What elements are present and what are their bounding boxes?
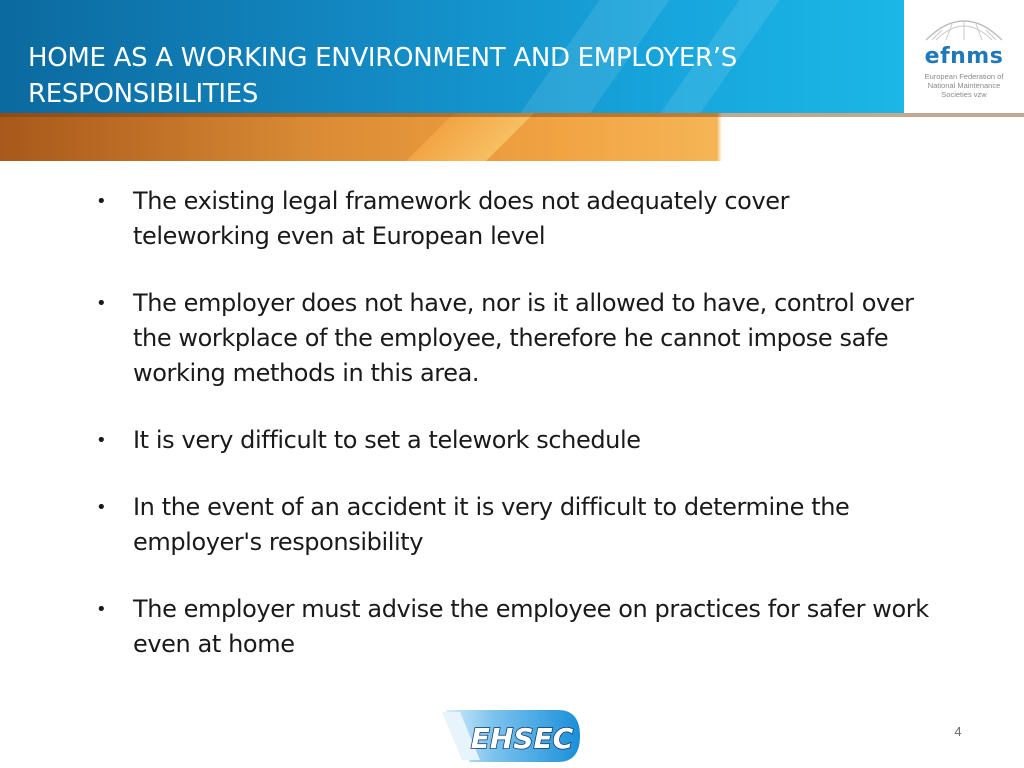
- bullet-text: In the event of an accident it is very difficult to determine the employer's responsibility: [133, 493, 850, 556]
- orange-band-shadow: [0, 113, 1024, 117]
- bullet-marker: •: [96, 599, 107, 620]
- logo-subtitle-line-2: National Maintenance: [927, 81, 1001, 90]
- bullet-text: The employer must advise the employee on practices for safer work even at home: [133, 595, 929, 658]
- orange-accent-band: [0, 113, 1024, 161]
- bullet-marker: •: [96, 497, 107, 518]
- logo-subtitle-line-1: European Federation of: [924, 72, 1004, 81]
- bullet-list: [90, 184, 930, 694]
- bullet-marker: •: [96, 430, 107, 451]
- ehsec-logo: [440, 706, 586, 766]
- slide-title-line-2: RESPONSIBILITIES: [28, 79, 259, 109]
- slide-title-line-1: HOME AS A WORKING ENVIRONMENT AND EMPLOYER’S: [28, 43, 737, 73]
- efnms-logo: [904, 0, 1024, 113]
- ehsec-logo-text: EHSEC: [470, 722, 574, 755]
- slide-title: [28, 40, 737, 112]
- bullet-item: [90, 490, 930, 560]
- logo-subtitle: [904, 72, 1024, 99]
- logo-dome-icon: [922, 10, 1006, 42]
- logo-wordmark: efnms: [924, 44, 1004, 69]
- orange-band-edge: [406, 113, 534, 161]
- bullet-item: [90, 592, 930, 662]
- bullet-text: The employer does not have, nor is it allowed to have, control over the workplace of the employee, therefore he cannot impose safe working methods in this area.: [133, 289, 914, 387]
- bullet-marker: •: [96, 293, 107, 314]
- logo-subtitle-line-3: Societies vzw: [941, 90, 987, 99]
- bullet-marker: •: [96, 191, 107, 212]
- title-bar: [0, 0, 904, 113]
- bullet-item: [90, 286, 930, 391]
- bullet-item: [90, 423, 930, 458]
- bullet-text: It is very difficult to set a telework schedule: [133, 426, 641, 454]
- bullet-text: The existing legal framework does not adequately cover teleworking even at European level: [133, 187, 790, 250]
- page-number: 4: [954, 724, 962, 739]
- bullet-item: [90, 184, 930, 254]
